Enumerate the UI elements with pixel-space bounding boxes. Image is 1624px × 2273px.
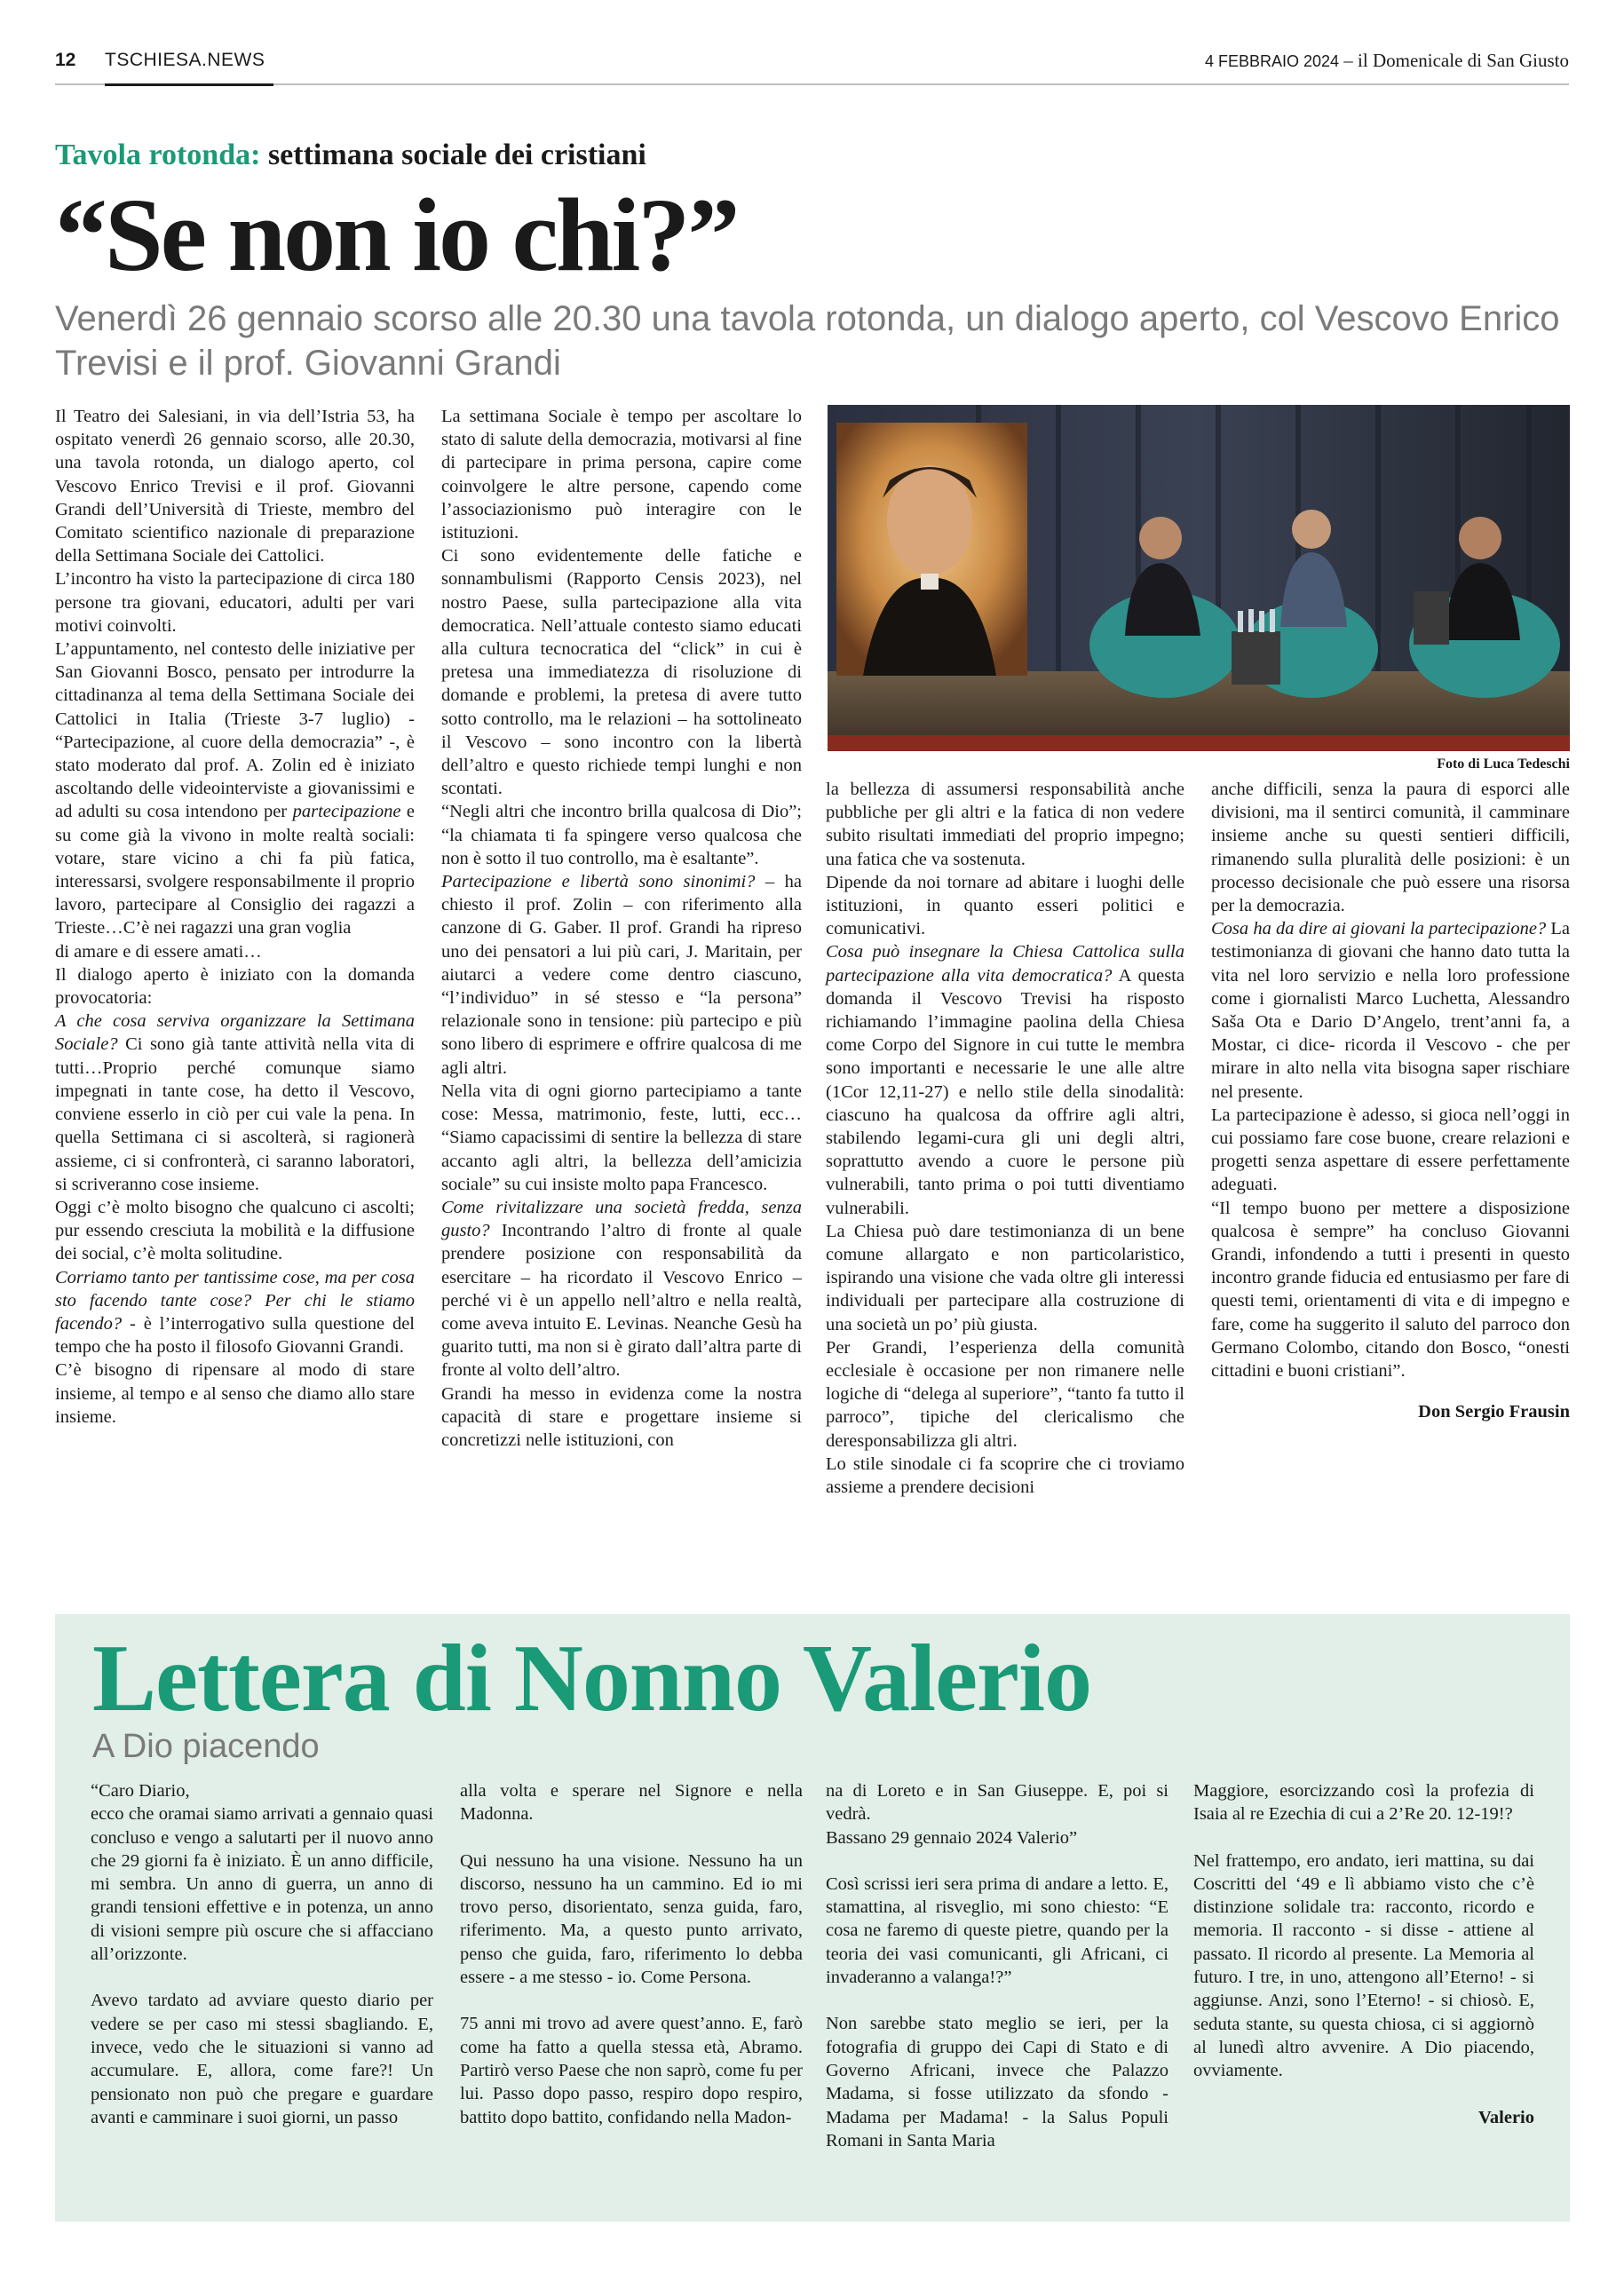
paragraph: Ci sono evidentemente delle fatiche e sonnambulismi (Rapporto Censis 2023), nel nostro Paese, sulla partecipazione alla vita democratica. Nell’attuale contesto siamo educati alla cultura tecnocratica del “click” in cui è pretesa una immediatezza di risoluzione di domande e problemi, la pretesa di avere tutto sotto controllo, ma le relazioni – ha sottolineato il Vescovo – sono incontro con la libertà dell’altro e questo richiede tempi lunghi e non scontati. <box>441 546 802 799</box>
paragraph: Qui nessuno ha una visione. Nessuno ha un discorso, nessuno ha un cammino. Ed io mi trovo perso, disorientato, senza guida, faro, riferimento. Ma, a questo punto arrivato, penso che guida, faro, riferimento lo debba essere - a me stesso - io. Come Persona. <box>460 1850 803 1988</box>
event-photo[interactable] <box>828 405 1570 751</box>
paragraph: Grandi ha messo in evidenza come la nostra capacità di stare e progettare insieme si concretizzi nelle istituzioni, con <box>441 1383 802 1450</box>
article-subtitle: Venerdì 26 gennaio scorso alle 20.30 una tavola rotonda, un dialogo aperto, col Vescovo Enrico Trevisi e il prof. Giovanni Grandi <box>55 299 1560 383</box>
article-column-3 <box>826 778 1184 1499</box>
paragraph <box>826 1779 1168 1849</box>
paragraph <box>55 638 415 940</box>
question: Come rivitalizzare una società fredda, senza gusto? <box>441 1197 802 1241</box>
article-author: Don Sergio Frausin <box>1418 1402 1570 1422</box>
question: Cosa ha da dire ai giovani la partecipazione? <box>1211 919 1547 939</box>
paragraph: Lo stile sinodale ci fa scoprire che ci troviamo assieme a prendere decisioni <box>826 1453 1184 1498</box>
question: Cosa può insegnare la Chiesa Cattolica sulla partecipazione alla vita democratica? <box>826 942 1184 986</box>
text-run: L’appuntamento, nel contesto delle iniziative per San Giovanni Bosco, pensato per introdurre la cittadinanza al tema della Settimana Sociale dei Cattolici in Italia (Trieste 3-7 luglio) - “Partecipazione, al cuore della democrazia” -, è stato moderato dal prof. A. Zolin ed è iniziato ascoltando delle videointerviste a giovanissimi e ad adulti su cosa intendono per <box>55 639 415 822</box>
text-run: e su come già la vivono in molte realtà sociali: votare, stare vicino a chi fa più fatica, interessarsi, svolgere responsabilmente il proprio lavoro, partecipare al Consiglio dei ragazzi a Trieste…C’è nei ragazzi una gran voglia <box>55 802 415 939</box>
kicker-text: settimana sociale dei cristiani <box>260 139 646 171</box>
paragraph: Nella vita di ogni giorno partecipiamo a tante cose: Messa, matrimonio, feste, lutti, ecc… “Siamo capacissimi di sentire la bellezza di stare accanto agli altri, la bellezza dell’amicizia sociale” su cui insiste molto papa Francesco. <box>441 1081 802 1194</box>
paragraph: Per Grandi, l’esperienza della comunità ecclesiale è occasione per non rimanere nelle logiche di “delega al superiore”, “tanto fa tutto il parroco”, tipiche del clericalismo che deresponsabilizza gli altri. <box>826 1337 1184 1451</box>
paragraph: La partecipazione è adesso, si gioca nell’oggi in cui possiamo fare cose buone, creare relazioni e progetti senza aspettare di essere perfettamente adeguati. <box>1211 1105 1570 1195</box>
article-column-1 <box>55 405 415 1429</box>
site-underline <box>105 83 273 86</box>
letter-subtitle: A Dio piacendo <box>92 1728 320 1765</box>
paragraph <box>441 870 802 1080</box>
text-run: A questa domanda il Vescovo Trevisi ha risposto richiamando l’immagine paolina della Chiesa come Corpo del Signore in cui tutte le membra sono importanti e necessarie le une alle altre (1Cor 12,11-27) e nello stile della sinodalità: ciascuno ha qualcosa da offrire agli altri, stabilendo legami-cura gli uni degli altri, soprattutto avendo a cuore le persone più vulnerabili, tanto prima o poi tutti diventiamo vulnerabili. <box>826 965 1184 1218</box>
paragraph <box>91 1779 433 1966</box>
paragraph <box>826 940 1184 1219</box>
kicker-label: Tavola rotonda: <box>55 139 261 171</box>
paragraph <box>1211 917 1570 1104</box>
text-run: La testimonianza di giovani che hanno dato tutta la vita nel loro servizio e nella loro professione come i giornalisti Marco Luchetta, Alessandro Saša Ota e Dario D’Angelo, trent’anni fa, a Mostar, ci dice- ricorda il Vescovo - che per mirare in alto nella vita bisogna saper rischiare nel presente. <box>1211 919 1570 1102</box>
text-run: Ci sono già tante attività nella vita di tutti…Proprio perché comunque siamo impegnati in tante cose, ha detto il Vescovo, conviene esserlo in ciò per cui vale la pena. In quella Settimana ci si ascolterà, si ragionerà assieme, ci si confronterà, ci saranno laboratori, si scriveranno cose insieme. <box>55 1034 415 1194</box>
paragraph: Avevo tardato ad avviare questo diario per vedere se per caso mi stessi sbagliando. E, invece, vedo che le situazioni si vanno ad accumulare. E, allora, come fare?! Un pensionato non può che pregare e guardare avanti e camminare i suoi giorni, un passo <box>91 1991 433 2127</box>
text-run: Bassano 29 gennaio 2024 Valerio” <box>826 1827 1078 1848</box>
paragraph: C’è bisogno di ripensare al modo di stare insieme, al tempo e al senso che diamo allo stare insieme. <box>55 1360 415 1427</box>
site-name[interactable]: TSCHIESA.NEWS <box>105 50 265 70</box>
text-run: “Caro Diario, <box>91 1781 190 1801</box>
letter-column-4 <box>1193 1779 1534 2152</box>
paragraph: 75 anni mi trovo ad avere quest’anno. E, farò come ha fatto a quella stessa età, Abramo. Partirò verso Paese che non saprò, come fu per lui. Passo dopo passo, respiro dopo respiro, battito dopo battito, confidando nella Madon- <box>460 2014 803 2127</box>
article-column-2 <box>441 405 802 1452</box>
paragraph: Dipende da noi tornare ad abitare i luoghi delle istituzioni, in quanto esseri politici e comunicativi. <box>826 872 1184 939</box>
paragraph: Oggi c’è molto bisogno che qualcuno ci ascolti; pur essendo cresciuta la mobilità e la diffusione dei social, c’è molta solitudine. <box>55 1197 415 1264</box>
paragraph: Maggiore, esorcizzando così la profezia di Isaia al re Ezechia di cui a 2’Re 20. 12-19!? <box>1193 1781 1534 1825</box>
page-number: 12 <box>55 50 76 70</box>
italic-run: partecipazione <box>292 802 401 822</box>
text-run: – ha chiesto il prof. Zolin – con riferimento alla canzone di G. Gaber. Il prof. Grandi ha ripreso uno dei pensatori a lui più cari, J. Maritain, per aiutarci a vedere come dentro ciascuno, “l’individuo” in sé stesso e “la persona” relazionale sono in tensione: più partecipo e più sono libero di esprimere e offrire qualcosa di me agli altri. <box>441 872 802 1078</box>
issue-separator: – <box>1339 50 1359 71</box>
article-title: “Se non io chi?” <box>55 177 738 293</box>
paragraph <box>55 1266 415 1359</box>
page-header <box>55 50 1569 85</box>
stage-scene-image <box>828 405 1570 751</box>
publication-name: il Domenicale di San Giusto <box>1358 50 1569 71</box>
letter-signature: Valerio <box>1477 2107 1534 2127</box>
text-run: Incontrando l’altro di fronte al quale prendere posizione con responsabilità da esercitare – ha ricordato il Vescovo Enrico – perché vi è un appello nell’altro e nella realtà, come aveva intuito E. Levinas. Neanche Gesù ha guarito tutti, ma non si è girato dall’altra parte di fronte al volto dell’altro. <box>441 1221 802 1381</box>
paragraph: La settimana Sociale è tempo per ascoltare lo stato di salute della democrazia, motivarsi al fine di partecipare in prima persona, capire come coinvolgere le altre persone, capendo come l’associazionismo può interagire con le istituzioni. <box>441 407 802 543</box>
text-run: na di Loreto e in San Giuseppe. E, poi si vedrà. <box>826 1781 1168 1825</box>
letter-column-1 <box>91 1779 433 2152</box>
article-column-4 <box>1211 778 1570 1423</box>
paragraph: “Il tempo buono per mettere a disposizione qualcosa è sempre” ha concluso Giovanni Grandi, infondendo a tutti i presenti in questo incontro grande fiducia ed entusiasmo per fare di questi temi, orientamenti di vita e di impegno e fare, come ha suggerito il saluto del parroco don Germano Colombo, citando don Bosco, “onesti cittadini e buoni cristiani”. <box>1211 1198 1570 1382</box>
issue-date: 4 FEBBRAIO 2024 <box>1204 52 1340 70</box>
paragraph: L’incontro ha visto la partecipazione di circa 180 persone tra giovani, educatori, adulti per vari motivi coinvolti. <box>55 569 415 636</box>
letter-title: Lettera di Nonno Valerio <box>92 1626 1091 1731</box>
paragraph: alla volta e sperare nel Signore e nella Madonna. <box>460 1781 803 1825</box>
paragraph: Il Teatro dei Salesiani, in via dell’Istria 53, ha ospitato venerdì 26 gennaio scorso, alle 20.30, una tavola rotonda, un dialogo aperto, col Vescovo Enrico Trevisi e il prof. Giovanni Grandi dell’Università di Trieste, membro del Comitato scientifico nazionale di preparazione della Settimana Sociale dei Cattolici. <box>55 407 415 566</box>
paragraph: di amare e di essere amati… <box>55 941 262 962</box>
paragraph: “Negli altri che incontro brilla qualcosa di Dio”; “la chiamata ti fa spingere verso qualcosa che non è sotto il tuo controllo, ma è esaltante”. <box>441 802 802 868</box>
text-run: ecco che oramai siamo arrivati a gennaio quasi concluso e vengo a salutarti per il nuovo anno che 29 giorni fa è iniziato. È un anno difficile, mi sembra. Un anno di guerra, un anno di grandi tensioni effettive e in potenza, un anno di visioni sempre più oscure che si affacciano all’orizzonte. <box>91 1804 433 1965</box>
question: A che cosa serviva organizzare la Settimana Sociale? <box>55 1011 415 1055</box>
letter-column-2 <box>460 1779 803 2152</box>
issue-info <box>1205 50 1569 72</box>
letter-section <box>55 1614 1570 2222</box>
paragraph <box>55 1010 415 1196</box>
question: Corriamo tanto per tantissime cose, ma per cosa sto facendo tante cose? Per chi le stiamo facendo? <box>55 1267 415 1334</box>
article-kicker <box>55 139 646 172</box>
paragraph: Non sarebbe stato meglio se ieri, per la fotografia di gruppo dei Capi di Stato e di Governo Africani, invece che Palazzo Madama, si fosse utilizzato da sfondo - Madama per Madama! - la Salus Populi Romani in Santa Maria <box>826 2014 1168 2150</box>
paragraph: Così scrissi ieri sera prima di andare a letto. E, stamattina, al risveglio, mi sono chiesto: “E cosa ne faremo di queste pietre, quando per la teoria dei vasi comunicanti, gli Africani, ci invaderanno a valanga!?” <box>826 1873 1168 1988</box>
letter-column-3 <box>826 1779 1168 2175</box>
text-run: - è l’interrogativo sulla questione del tempo che ha posto il filosofo Giovanni Grandi. <box>55 1313 415 1358</box>
paragraph: Nel frattempo, ero andato, ieri mattina, su dai Coscritti del ‘49 e lì abbiamo visto che c’è distinzione solidale tra: racconto, ricordo e memoria. Il racconto - si disse - attiene al passato. Il ricordo al presente. La Memoria al futuro. I tre, in uno, attengono all’Eterno! - si aggiunse. Anzi, sono l’Eterno! - si chiosò. E, seduta stante, su questa chiosa, ci si aggiornò al lunedì altro avvenire. A Dio piacendo, ovviamente. <box>1193 1850 1534 2081</box>
paragraph: anche difficili, senza la paura di esporci alle divisioni, ma il sentirci comunità, il camminare insieme anche su questi sentieri difficili, rimanendo sulla pluralità delle posizioni: è un processo decisionale che può essere una risorsa per la democrazia. <box>1211 780 1570 916</box>
paragraph <box>441 1196 802 1382</box>
question: Partecipazione e libertà sono sinonimi? <box>441 872 756 892</box>
paragraph: Il dialogo aperto è iniziato con la domanda provocatoria: <box>55 964 415 1009</box>
paragraph: La Chiesa può dare testimonianza di un bene comune allargato e non particolaristico, ispirando una visione che vada oltre gli interessi individuali per partecipare alla costruzione di una società un po’ più giusta. <box>826 1221 1184 1334</box>
photo-credit: Foto di Luca Tedeschi <box>1437 756 1570 772</box>
paragraph: la bellezza di assumersi responsabilità anche pubbliche per gli altri e la fatica di non vedere subito risultati immediati del proprio impegno; una fatica che va sostenuta. <box>826 780 1184 869</box>
